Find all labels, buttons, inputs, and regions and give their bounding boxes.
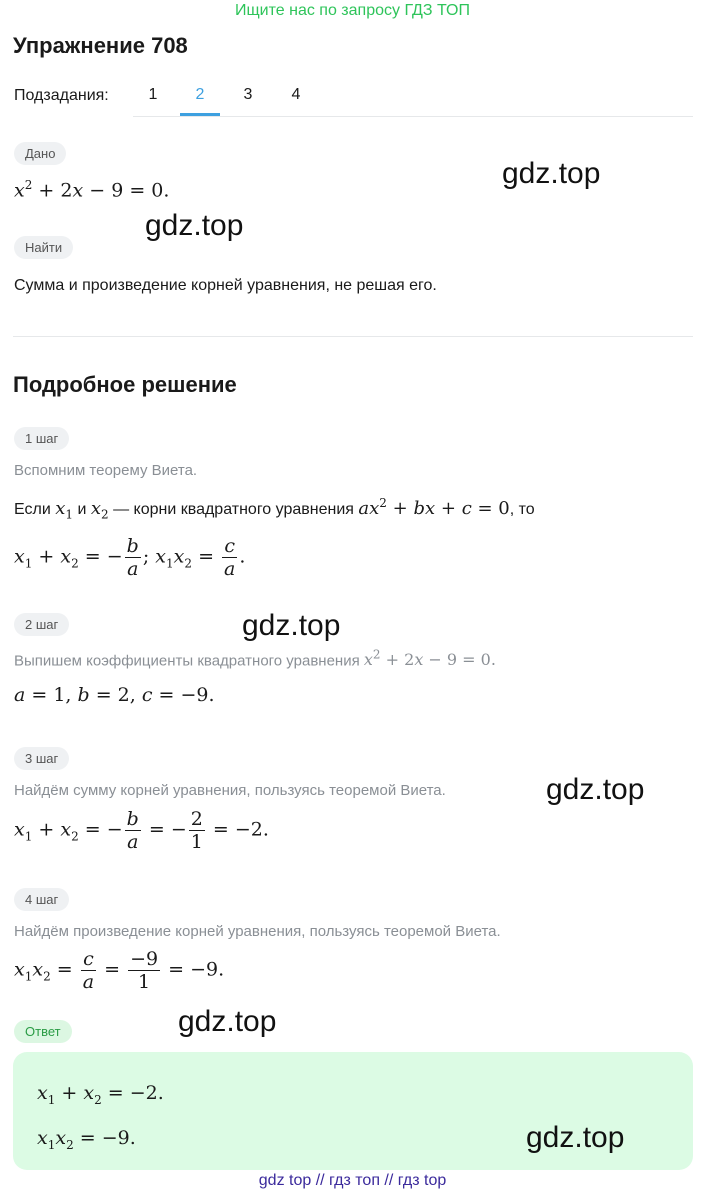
step-1-text-a: Если (14, 501, 51, 518)
subtasks-label: Подзадания: (14, 87, 109, 104)
active-tab-indicator (180, 113, 220, 116)
step-1-note: Вспомним теорему Виета. (14, 462, 198, 479)
step-3-badge: 3 шаг (14, 747, 69, 770)
tab-subtask-2[interactable]: 2 (195, 86, 205, 103)
watermark: gdz.top (145, 209, 244, 242)
watermark: gdz.top (526, 1121, 625, 1154)
tab-subtask-1[interactable]: 1 (148, 86, 158, 103)
step-1-badge: 1 шаг (14, 427, 69, 450)
watermark: gdz.top (546, 773, 645, 806)
answer-product: $x_1x_2 = -9$. (37, 1127, 136, 1152)
sum-of-roots: $x_1 + x_2$ = − $\frac{b}{a}$ = − $\frac{2}{1}$ = −2. (14, 808, 269, 853)
find-badge: Найти (14, 236, 73, 259)
coefficients: a = 1, b = 2, c = −9. (14, 684, 215, 706)
step-1-text-d: , то (509, 501, 535, 518)
given-equation: $x^2 + 2x - 9 = 0$. (14, 178, 170, 202)
promo-banner: Ищите нас по запросу ГДЗ ТОП (235, 2, 470, 19)
footer-links: gdz top // гдз топ // гдз top (258, 1172, 447, 1189)
watermark: gdz.top (242, 609, 341, 642)
section-divider (13, 336, 693, 337)
subtask-tabs (133, 78, 693, 117)
step-1-text-b: и (77, 501, 87, 518)
tab-subtask-4[interactable]: 4 (291, 86, 301, 103)
step-1-text-c: — корни квадратного уравнения (113, 501, 354, 518)
find-text: Сумма и произведение корней уравнения, не решая его. (14, 277, 437, 294)
vieta-formulas: $x_1 + x_2$ = − $\frac{b}{a}$ ; $x_1x_2$ = $\frac{c}{a}$ . (14, 535, 246, 580)
step-2-badge: 2 шаг (14, 613, 69, 636)
step-2-note-text: Выпишем коэффициенты квадратного уравнения (14, 652, 360, 670)
step-4-badge: 4 шаг (14, 888, 69, 911)
answer-sum: $x_1 + x_2 = -2$. (37, 1082, 164, 1107)
step-2-note: Выпишем коэффициенты квадратного уравнения $x^2 + 2x - 9 = 0$. (14, 648, 496, 670)
solution-title: Подробное решение (13, 372, 237, 397)
step-4-note: Найдём произведение корней уравнения, пользуясь теоремой Виета. (14, 923, 501, 940)
step-1-statement: Если $x_1$ и $x_2$ — корни квадратного уравнения $ax^2$ + bx + c = 0, то (14, 496, 535, 522)
product-of-roots: $x_1x_2$ = $\frac{c}{a}$ = $\frac{-9}{1}$ = −9. (14, 948, 225, 993)
given-badge: Дано (14, 142, 66, 165)
page-title: Упражнение 708 (13, 33, 188, 58)
step-3-note: Найдём сумму корней уравнения, пользуясь теоремой Виета. (14, 782, 446, 799)
watermark: gdz.top (502, 157, 601, 190)
watermark: gdz.top (178, 1005, 277, 1038)
tab-subtask-3[interactable]: 3 (243, 86, 253, 103)
answer-badge: Ответ (14, 1020, 72, 1043)
